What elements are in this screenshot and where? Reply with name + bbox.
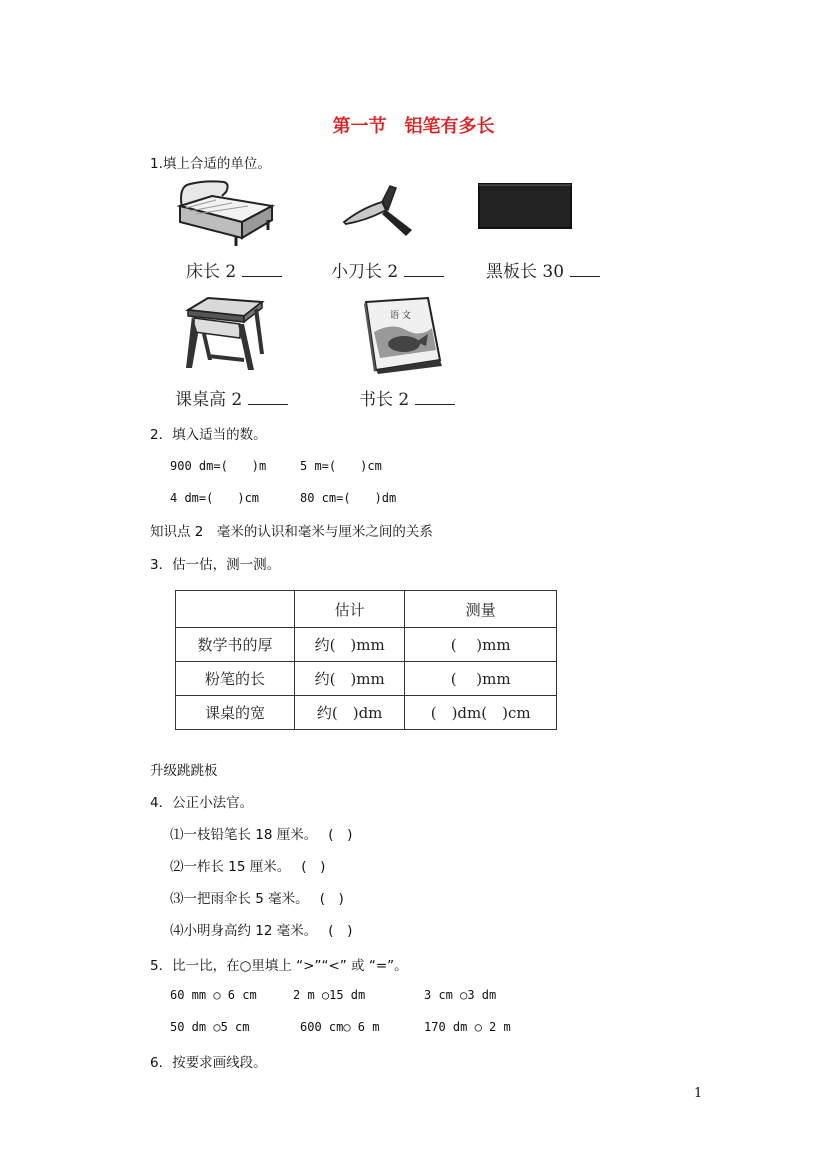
- q6-prompt: 6．按要求画线段。: [150, 1055, 267, 1071]
- table-header-row: [176, 591, 557, 628]
- answer-blank[interactable]: [248, 390, 288, 405]
- bed-icon: [172, 178, 276, 248]
- q4-item: ⑵一柞长 15 厘米。 ( ): [170, 859, 326, 875]
- q2-line1a: 900 dm=( )m: [170, 459, 267, 473]
- table-header-cell: 估计: [295, 591, 405, 628]
- table-cell[interactable]: ( )mm: [405, 662, 557, 696]
- estimate-table: [175, 590, 557, 730]
- q5-compare: 170 dm ○ 2 m: [424, 1020, 511, 1034]
- blackboard-label: 黑板长 30: [486, 257, 600, 282]
- book-label: 书长 2: [359, 385, 455, 410]
- q2-line2a: 4 dm=( )cm: [170, 491, 260, 505]
- answer-blank[interactable]: [404, 262, 444, 277]
- q4-item: ⑷小明身高约 12 毫米。 ( ): [170, 923, 353, 939]
- knife-icon: [342, 180, 414, 240]
- table-cell: 数学书的厚: [176, 628, 295, 662]
- q2-line1b: 5 m=( )cm: [300, 459, 382, 473]
- q2-prompt: 2．填入适当的数。: [150, 427, 267, 443]
- table-header-cell: [176, 591, 295, 628]
- bed-label: 床长 2: [186, 257, 282, 282]
- q5-compare: 60 mm ○ 6 cm: [170, 988, 257, 1002]
- table-cell[interactable]: ( )dm( )cm: [405, 696, 557, 730]
- page-title: 第一节 铝笔有多长: [332, 116, 495, 137]
- q4-item: ⑶一把雨伞长 5 毫米。 ( ): [170, 891, 344, 907]
- page-number: 1: [694, 1086, 703, 1101]
- book-icon: [362, 296, 444, 374]
- q1-prompt: 1.填上合适的单位。: [150, 156, 271, 172]
- table-row: [176, 662, 557, 696]
- q3-prompt: 3．估一估，测一测。: [150, 557, 281, 573]
- table-header-cell: 测量: [405, 591, 557, 628]
- q4-item: ⑴一枝铅笔长 18 厘米。 ( ): [170, 827, 353, 843]
- q5-prompt: 5．比一比，在○里填上 “>”“<” 或 “=”。: [150, 958, 408, 974]
- q2-line2b: 80 cm=( )dm: [300, 491, 397, 505]
- table-cell[interactable]: 约( )mm: [295, 628, 405, 662]
- table-cell[interactable]: 约( )mm: [295, 662, 405, 696]
- desk-label: 课桌高 2: [175, 385, 288, 410]
- table-cell[interactable]: 约( )dm: [295, 696, 405, 730]
- section-heading-2: 知识点 2 毫米的认识和毫米与厘米之间的关系: [150, 524, 433, 540]
- knife-label: 小刀长 2: [331, 257, 444, 282]
- table-cell[interactable]: ( )mm: [405, 628, 557, 662]
- svg-text:语 文: 语 文: [390, 311, 411, 321]
- answer-blank[interactable]: [242, 262, 282, 277]
- q5-compare: 50 dm ○5 cm: [170, 1020, 250, 1034]
- q5-compare: 600 cm○ 6 m: [300, 1020, 380, 1034]
- answer-blank[interactable]: [415, 390, 455, 405]
- answer-blank[interactable]: [570, 262, 600, 277]
- q5-compare: 3 cm ○3 dm: [424, 988, 497, 1002]
- blackboard-icon: [476, 182, 576, 232]
- desk-icon: [182, 294, 268, 374]
- q5-compare: 2 m ○15 dm: [293, 988, 366, 1002]
- section-heading-3: 升级跳跳板: [150, 763, 218, 779]
- q4-prompt: 4．公正小法官。: [150, 795, 254, 811]
- table-row: [176, 628, 557, 662]
- table-row: [176, 696, 557, 730]
- table-cell: 粉笔的长: [176, 662, 295, 696]
- table-cell: 课桌的宽: [176, 696, 295, 730]
